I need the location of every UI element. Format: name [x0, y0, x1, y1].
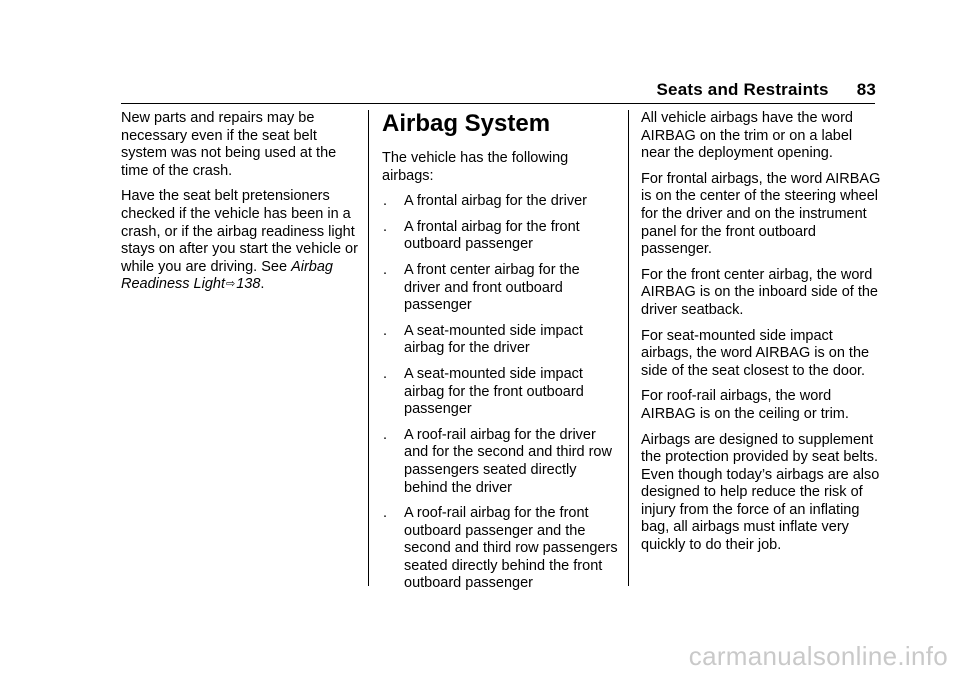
page-header	[657, 80, 877, 100]
intro-text: The vehicle has the following airbags:	[382, 150, 569, 184]
column-3	[641, 110, 881, 563]
list-item	[382, 427, 618, 497]
list-item-text: A roof-rail airbag for the driver and for the second and third row passengers seated directly behind the driver	[404, 426, 612, 496]
list-item-text: A seat-mounted side impact airbag for the front outboard passenger	[404, 365, 584, 418]
airbag-readiness-light-link[interactable]: Airbag Readiness Light	[121, 258, 333, 293]
bullet: .	[383, 218, 388, 235]
list-item-text: A frontal airbag for the driver	[404, 193, 587, 210]
column-2	[382, 110, 618, 601]
list-item-text: A frontal airbag for the front outboard passenger	[404, 218, 580, 253]
list-item-text: A roof-rail airbag for the front outboard passenger and the second and third row passengers seated directly behind the front outboard passenger	[404, 505, 618, 592]
header-divider	[121, 103, 875, 104]
list-item	[382, 193, 618, 211]
section-heading: Airbag System	[382, 110, 551, 137]
list-item-text: A seat-mounted side impact airbag for the driver	[404, 322, 583, 357]
page-number: 83	[856, 80, 876, 99]
section-title-header: Seats and Restraints	[656, 80, 829, 99]
list-item-text: A front center airbag for the driver and front outboard passenger	[404, 261, 580, 314]
bullet: .	[383, 193, 388, 210]
paragraph: For frontal airbags, the word AIRBAG is on the center of the steering wheel for the driver and on the instrument panel for the front outboard passenger.	[641, 170, 881, 258]
column-divider-left	[368, 110, 369, 586]
paragraph: For the front center airbag, the word AIRBAG is on the inboard side of the driver seatback.	[641, 266, 878, 318]
list-item	[382, 366, 618, 419]
bullet: .	[383, 426, 388, 443]
paragraph: New parts and repairs may be necessary even if the seat belt system was not being used at the time of the crash.	[121, 110, 337, 179]
list-item	[382, 219, 618, 254]
airbag-list	[382, 193, 618, 593]
paragraph: For roof-rail airbags, the word AIRBAG is on the ceiling or trim.	[641, 388, 849, 422]
column-divider-right	[628, 110, 629, 586]
column-1	[121, 110, 366, 302]
bullet: .	[383, 322, 388, 339]
paragraph: All vehicle airbags have the word AIRBAG on the trim or on a label near the deployment opening.	[641, 110, 853, 162]
paragraph-text: Have the seat belt pretensioners checked if the vehicle has been in a crash, or if the airbag readiness light stays on after you start the vehicle or while you are driving. See	[121, 188, 358, 275]
paragraph: Airbags are designed to supplement the protection provided by seat belts. Even though today’s airbags are also designed to help reduce the risk of injury from the force of an inflating bag, all airbags must inflate very quickly to do their job.	[641, 431, 880, 554]
watermark: carmanualsonline.info	[688, 641, 948, 671]
paragraph: For seat-mounted side impact airbags, the word AIRBAG is on the side of the seat closest to the door.	[641, 327, 870, 379]
page-reference[interactable]: 138	[236, 276, 261, 293]
list-item	[382, 323, 618, 358]
paragraph	[121, 188, 366, 294]
list-item	[382, 505, 618, 593]
bullet: .	[383, 505, 388, 522]
bullet: .	[383, 365, 388, 382]
paragraph-end: .	[260, 276, 265, 293]
list-item	[382, 262, 618, 315]
page-reference-arrow-icon: ⇨	[226, 278, 236, 291]
bullet: .	[383, 261, 388, 278]
